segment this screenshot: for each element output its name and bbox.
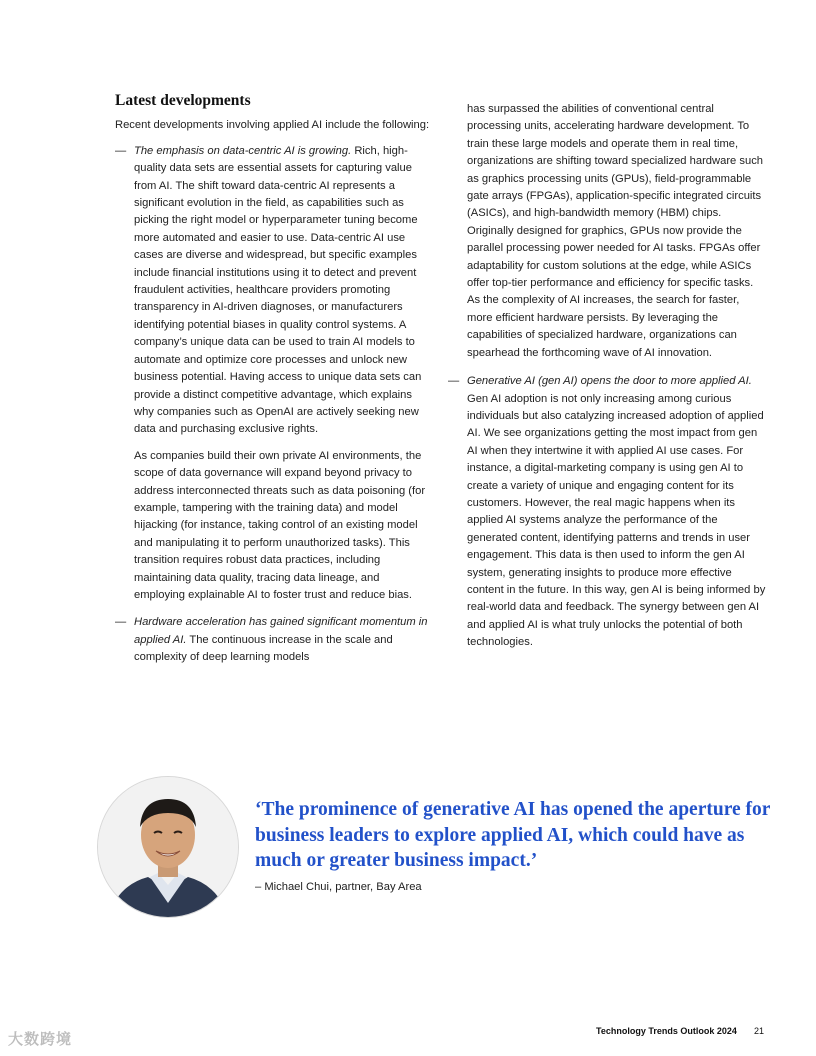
bullet-lead: Generative AI (gen AI) opens the door to more applied AI.: [467, 375, 752, 388]
bullet-dash: —: [448, 375, 460, 388]
watermark-logo: 大数跨境: [8, 1031, 73, 1048]
bullet-hardware: [115, 614, 433, 666]
section-heading: Latest developments: [115, 92, 251, 109]
footer-title: Technology Trends Outlook 2024: [596, 1026, 737, 1036]
bullet-lead: The emphasis on data-centric AI is growing.: [134, 144, 352, 157]
portrait-illustration: [98, 777, 238, 917]
bullet-dash: —: [115, 616, 127, 629]
bullet-dash: —: [115, 144, 127, 157]
bullet-paragraph: [134, 143, 433, 439]
quote-attribution: – Michael Chui, partner, Bay Area: [255, 881, 422, 893]
intro-paragraph: Recent developments involving applied AI include the following:: [115, 119, 430, 132]
bullet-paragraph: [134, 614, 433, 666]
bullet-data-centric: [115, 143, 433, 439]
bullet-text: Gen AI adoption is not only increasing among curious individuals but also catalyzing increased adoption of applied AI. We see organizations getting the most impact from gen AI when they intertwine it with applied AI use cases. For instance, a digital-marketing company is using gen AI to create a variety of unique and engaging content for its customers. However, the real magic happens when its applied AI systems analyze the performance of the generated content, identifying patterns and trends in user engagement. This data is then used to inform the gen AI system, generating insights to produce more effective content in the future. In this way, gen AI is being informed by real-world data and feedback. The synergy between gen AI and applied AI is what truly unlocks the potential of both technologies.: [467, 392, 766, 649]
left-column: [115, 92, 433, 667]
bullet-lead: Hardware acceleration has gained significant momentum in applied AI.: [134, 616, 428, 646]
bullet-extra-paragraph: As companies build their own private AI environments, the scope of data governance will expand beyond privacy to address interconnected threats such as data poisoning (for example, tampering with the training data) and model hijacking (for instance, taking control of an existing model and manipulating it to perform unauthorized tasks). This transition requires robust data practices, including maintaining data quality, tracing data lineage, and employing explainable AI to foster trust and reduce bias.: [134, 449, 426, 601]
pull-quote: ‘The prominence of generative AI has opened the aperture for business leaders to explore applied AI, which could have as much or greater business impact.’: [255, 799, 771, 871]
bullet-text: The continuous increase in the scale and complexity of deep learning models: [134, 633, 393, 664]
right-column: [448, 101, 766, 652]
author-portrait: [97, 776, 239, 918]
bullet-text: Rich, high-quality data sets are essential assets for capturing value from AI. The shift toward data-centric AI represents a significant evolution in the field, as capabilities such as picking the right model or hyperparameter tuning become more automated and easier to use. Data-centric AI use cases are diverse and widespread, but specific examples include financial institutions using it to detect and prevent fraudulent activities, healthcare providers promoting transparency in AI-driven diagnoses, or manufacturers identifying potential biases in quality control systems. A company’s unique data can be used to train AI models to automate and optimize core processes and unlock new business potential. Having access to unique data sets can provide a distinct competitive advantage, which explains why companies such as OpenAI are actively seeking new data and purchasing exclusive rights.: [134, 144, 422, 436]
page-number: 21: [754, 1026, 765, 1036]
bullet-paragraph: [467, 373, 766, 652]
bullet-continuation: has surpassed the abilities of conventional central processing units, accelerating hardware development. To train these large models and operate them in real time, organizations are shifting toward specialized hardware such as graphics processing units (GPUs), field-programmable gate arrays (FPGAs), application-specific integrated circuits (ASICs), and high-bandwidth memory (HBM) chips. Originally designed for graphics, GPUs now provide the parallel processing power needed for AI tasks. FPGAs offer adaptability for custom solutions at the edge, while ASICs offer top-tier performance and efficiency for specific tasks. As the complexity of AI increases, the search for faster, more efficient hardware persists. By leveraging the capabilities of specialized hardware, organizations can spearhead the forthcoming wave of AI innovation.: [467, 103, 764, 359]
bullet-gen-ai: [448, 373, 766, 652]
